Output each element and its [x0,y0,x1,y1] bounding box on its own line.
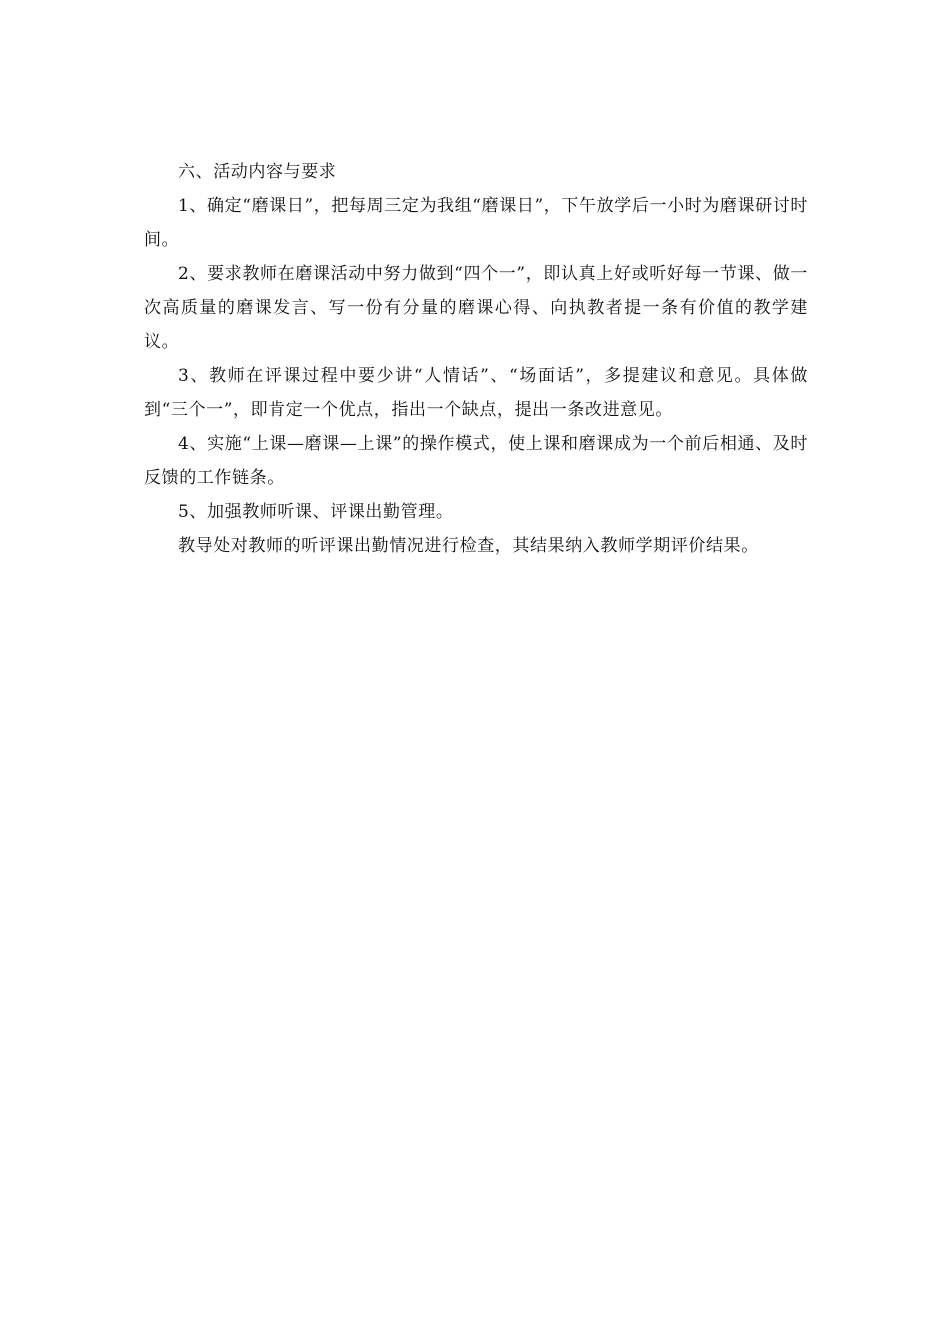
paragraph-2: 2、要求教师在磨课活动中努力做到“四个一”，即认真上好或听好每一节课、做一次高质量的磨课发言、写一份有分量的磨课心得、向执教者提一条有价值的教学建议。 [144,264,808,352]
paragraph-1: 1、确定“磨课日”，把每周三定为我组“磨课日”，下午放学后一小时为磨课研讨时间。 [144,196,808,250]
section-heading: 六、活动内容与要求 [178,162,337,182]
paragraph-5: 5、加强教师听课、评课出勤管理。 [178,502,454,522]
document-body [144,155,808,563]
paragraph-4: 4、实施“上课—磨课—上课”的操作模式，使上课和磨课成为一个前后相通、及时反馈的工作链条。 [144,434,808,488]
paragraph-6: 教导处对教师的听评课出勤情况进行检查，其结果纳入教师学期评价结果。 [178,536,759,556]
paragraph-3: 3、教师在评课过程中要少讲“人情话”、“场面话”，多提建议和意见。具体做到“三个一”，即肯定一个优点，指出一个缺点，提出一条改进意见。 [144,366,808,420]
